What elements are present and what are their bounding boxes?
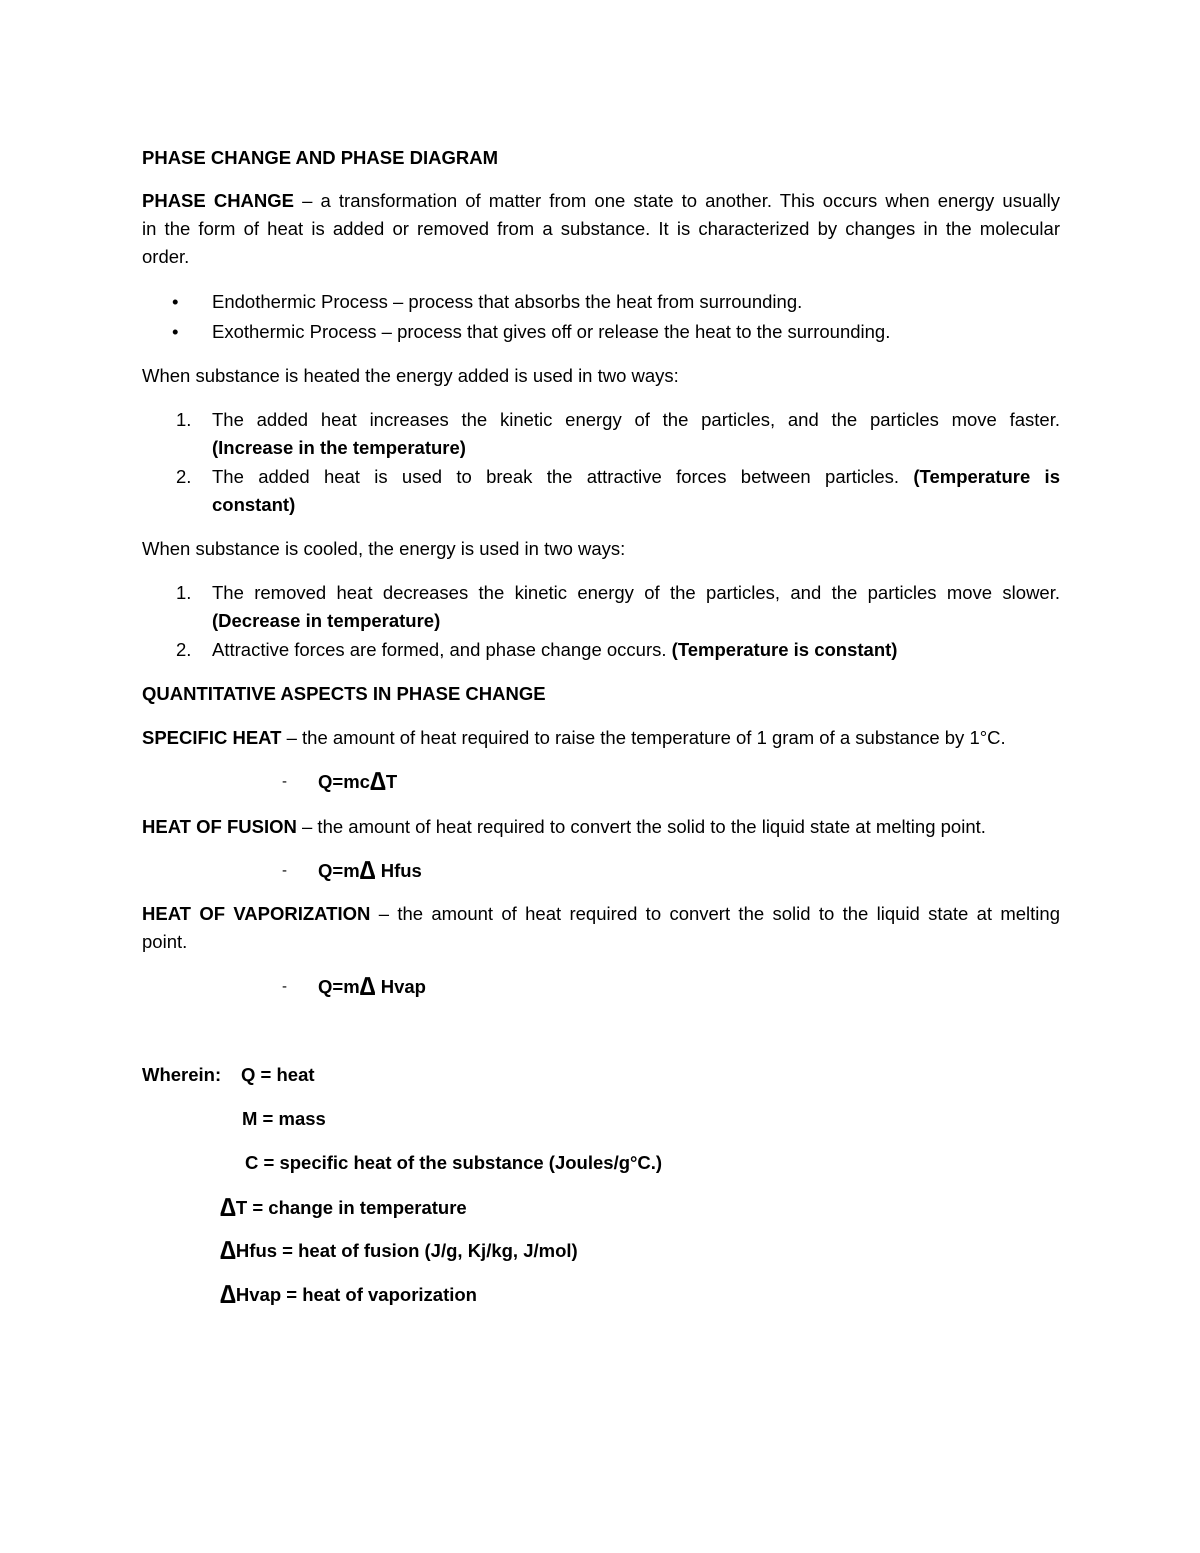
list-number: 2. xyxy=(176,639,192,660)
cooled-item-2-line-1: Attractive forces are formed, and phase change occurs. (Temperature is constant) xyxy=(212,639,898,660)
wherein-m: M = mass xyxy=(242,1108,326,1129)
delta-icon: ∆ xyxy=(220,1279,236,1309)
heated-item-2-line-2: constant) xyxy=(212,494,296,515)
dash-marker: - xyxy=(282,862,287,879)
heated-item-2-line-1: The added heat is used to break the attractive forces between particles. (Temperature is xyxy=(212,466,1060,487)
delta-icon: ∆ xyxy=(369,766,386,796)
cooled-item-1-line-2: (Decrease in temperature) xyxy=(212,610,441,631)
wherein-label: Wherein: xyxy=(142,1064,222,1085)
cooled-intro: When substance is cooled, the energy is used in two ways: xyxy=(142,538,626,559)
wherein-q: Q = heat xyxy=(241,1064,315,1085)
bullet-icon: • xyxy=(172,321,179,342)
wherein-delta-hvap: ∆Hvap = heat of vaporization xyxy=(220,1279,477,1309)
phase-change-definition-line-2: in the form of heat is added or removed from a substance. It is characterized by changes in the molecular xyxy=(142,218,1060,239)
phase-change-definition-line-1: PHASE CHANGE – a transformation of matter from one state to another. This occurs when energy usually xyxy=(142,190,1060,211)
list-number: 1. xyxy=(176,582,192,603)
wherein-delta-hfus: ∆Hfus = heat of fusion (J/g, Kj/kg, J/mol) xyxy=(220,1235,578,1265)
heat-of-vaporization-definition-line-1: HEAT OF VAPORIZATION – the amount of heat required to convert the solid to the liquid state at melting xyxy=(142,903,1060,924)
list-number: 1. xyxy=(176,409,192,430)
delta-icon: ∆ xyxy=(220,1235,236,1265)
wherein-c: C = specific heat of the substance (Joules/g°C.) xyxy=(245,1152,663,1173)
specific-heat-formula: Q=mc∆T xyxy=(318,766,398,796)
phase-change-definition-line-3: order. xyxy=(142,246,190,267)
quantitative-heading: QUANTITATIVE ASPECTS IN PHASE CHANGE xyxy=(142,683,546,704)
delta-icon: ∆ xyxy=(359,971,376,1001)
list-number: 2. xyxy=(176,466,192,487)
heated-item-1-line-2: (Increase in the temperature) xyxy=(212,437,466,458)
bullet-exothermic: Exothermic Process – process that gives off or release the heat to the surrounding. xyxy=(212,321,891,342)
heated-intro: When substance is heated the energy added is used in two ways: xyxy=(142,365,679,386)
wherein-delta-t: ∆T = change in temperature xyxy=(220,1192,467,1222)
document-title: PHASE CHANGE AND PHASE DIAGRAM xyxy=(142,147,498,168)
heat-of-vaporization-formula: Q=m∆ Hvap xyxy=(318,971,426,1001)
heated-item-1-line-1: The added heat increases the kinetic energy of the particles, and the particles move faster. xyxy=(212,409,1060,430)
dash-marker: - xyxy=(282,773,287,790)
bullet-endothermic: Endothermic Process – process that absorbs the heat from surrounding. xyxy=(212,291,803,312)
cooled-item-1-line-1: The removed heat decreases the kinetic energy of the particles, and the particles move slower. xyxy=(212,582,1060,603)
delta-icon: ∆ xyxy=(220,1192,236,1222)
delta-icon: ∆ xyxy=(359,855,376,885)
heat-of-vaporization-definition-line-2: point. xyxy=(142,931,188,952)
specific-heat-definition: SPECIFIC HEAT – the amount of heat required to raise the temperature of 1 gram of a substance by 1°C. xyxy=(142,727,1006,748)
heat-of-fusion-formula: Q=m∆ Hfus xyxy=(318,855,422,885)
bullet-icon: • xyxy=(172,291,179,312)
heat-of-fusion-definition: HEAT OF FUSION – the amount of heat required to convert the solid to the liquid state at melting point. xyxy=(142,816,986,837)
dash-marker: - xyxy=(282,978,287,995)
phase-change-term: PHASE CHANGE xyxy=(142,190,295,211)
